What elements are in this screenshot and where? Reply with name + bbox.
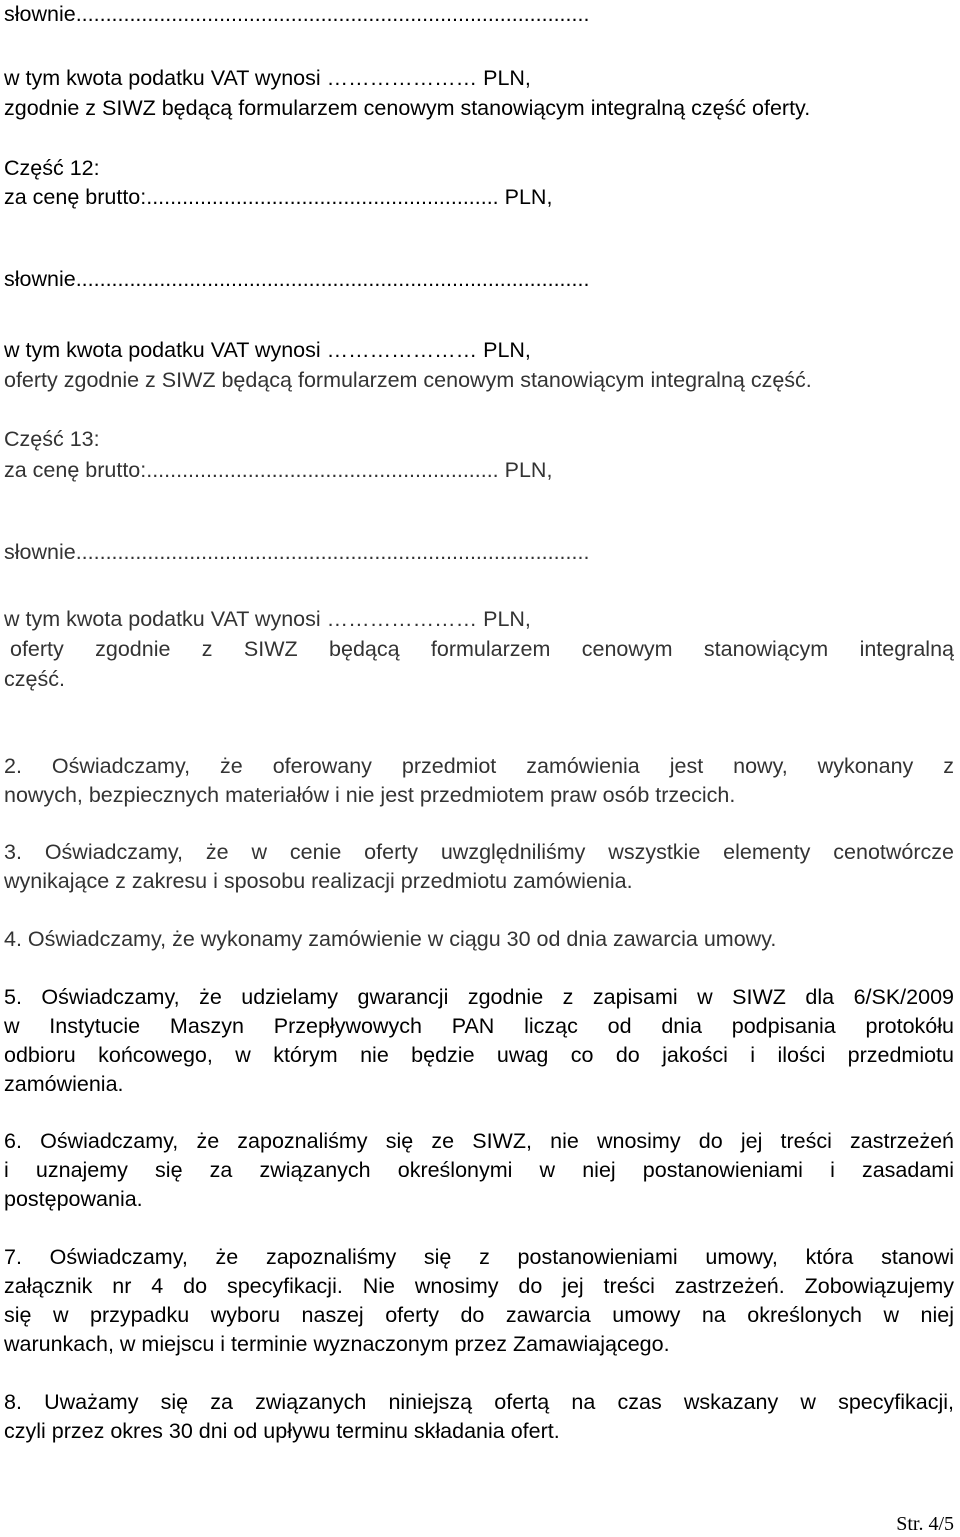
statement-3-line2: wynikające z zakresu i sposobu realizacji przedmiotu zamówienia. — [4, 869, 633, 893]
part12-heading: Część 12: — [4, 156, 100, 180]
statement-2-line1: 2. Oświadczamy, że oferowany przedmiot zamówienia jest nowy, wykonany z — [4, 754, 954, 778]
statement-3-line1: 3. Oświadczamy, że w cenie oferty uwzględniliśmy wszystkie elementy cenotwórcze — [4, 840, 954, 864]
statement-7-line4: warunkach, w miejscu i terminie wyznaczonym przez Zamawiającego. — [4, 1332, 670, 1356]
part13-heading: Część 13: — [4, 427, 100, 451]
statement-5-line2: w Instytucie Maszyn Przepływowych PAN licząc od dnia podpisania protokółu — [4, 1014, 954, 1038]
statement-6-line3: postępowania. — [4, 1187, 143, 1211]
statement-8-line2: czyli przez okres 30 dni od upływu terminu składania ofert. — [4, 1419, 560, 1443]
statement-6-line2: i uznajemy się za związanych określonymi w niej postanowieniami i zasadami — [4, 1158, 954, 1182]
page-number: Str. 4/5 — [896, 1513, 954, 1535]
part13-price: za cenę brutto:........................................................... PLN, — [4, 458, 553, 482]
part13-conformity-line1: oferty zgodnie z SIWZ będącą formularzem cenowym stanowiącym integralną — [10, 637, 954, 661]
part12-vat: w tym kwota podatku VAT wynosi ………………… PLN, — [4, 338, 531, 362]
statement-7-line1: 7. Oświadczamy, że zapoznaliśmy się z postanowieniami umowy, która stanowi — [4, 1245, 954, 1269]
top-conformity: zgodnie z SIWZ będącą formularzem cenowym stanowiącym integralną część oferty. — [4, 96, 811, 120]
part12-slownie: słownie...................................................................................... — [4, 267, 590, 291]
statement-7-line2: załącznik nr 4 do specyfikacji. Nie wnosimy do jej treści zastrzeżeń. Zobowiązujemy — [4, 1274, 954, 1298]
statement-2-line2: nowych, bezpiecznych materiałów i nie jest przedmiotem praw osób trzecich. — [4, 783, 736, 807]
top-slownie: słownie...................................................................................... — [4, 2, 590, 26]
statement-5-line3: odbioru końcowego, w którym nie będzie uwag co do jakości i ilości przedmiotu — [4, 1043, 954, 1067]
statement-4: 4. Oświadczamy, że wykonamy zamówienie w ciągu 30 od dnia zawarcia umowy. — [4, 927, 777, 951]
part12-price: za cenę brutto:........................................................... PLN, — [4, 185, 553, 209]
part13-vat: w tym kwota podatku VAT wynosi ………………… PLN, — [4, 607, 531, 631]
statement-5-line4: zamówienia. — [4, 1072, 124, 1096]
statement-8-line1: 8. Uważamy się za związanych niniejszą ofertą na czas wskazany w specyfikacji, — [4, 1390, 954, 1414]
statement-6-line1: 6. Oświadczamy, że zapoznaliśmy się ze SIWZ, nie wnosimy do jej treści zastrzeżeń — [4, 1129, 954, 1153]
part13-slownie: słownie...................................................................................... — [4, 540, 590, 564]
part13-conformity-line2: część. — [4, 667, 65, 691]
statement-7-line3: się w przypadku wyboru naszej oferty do zawarcia umowy na określonych w niej — [4, 1303, 954, 1327]
top-vat: w tym kwota podatku VAT wynosi ………………… PLN, — [4, 66, 531, 90]
statement-5-line1: 5. Oświadczamy, że udzielamy gwarancji zgodnie z zapisami w SIWZ dla 6/SK/2009 — [4, 985, 954, 1009]
part12-conformity: oferty zgodnie z SIWZ będącą formularzem cenowym stanowiącym integralną część. — [4, 368, 812, 392]
